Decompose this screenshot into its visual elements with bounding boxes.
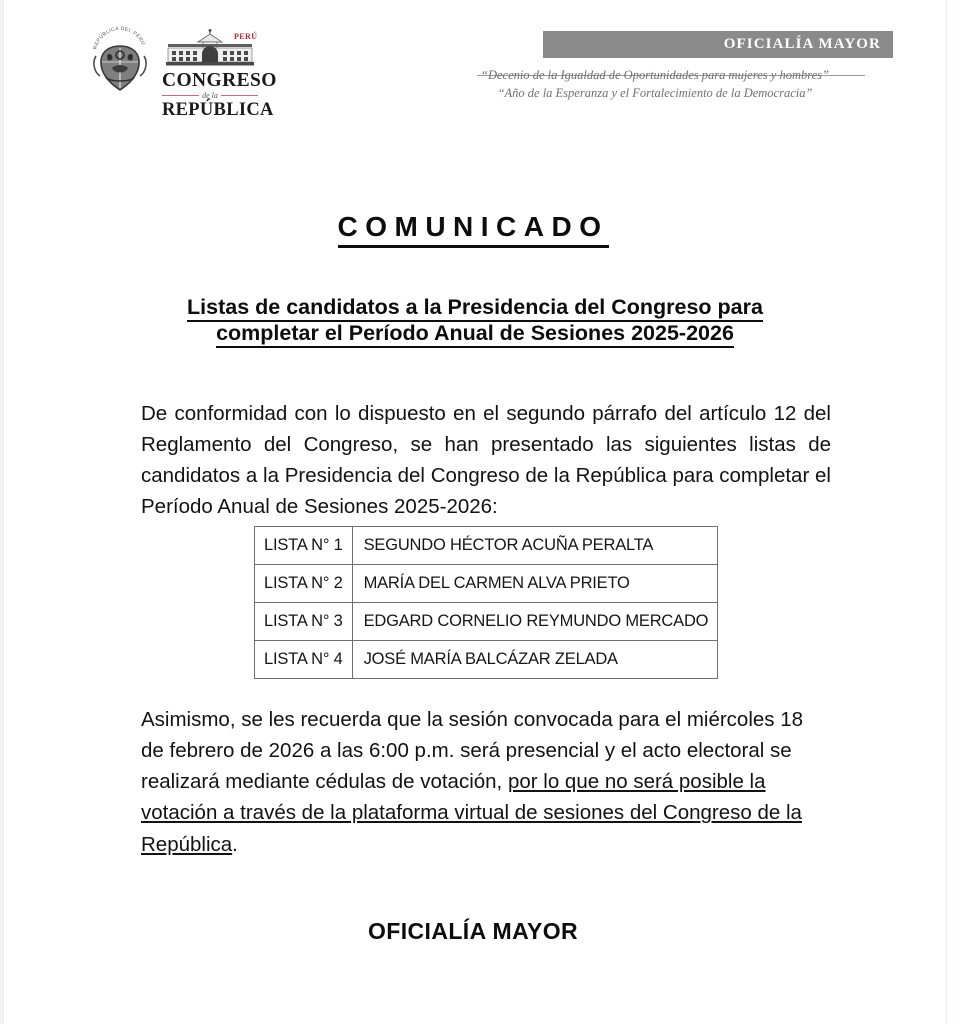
oficialia-mayor-banner — [543, 31, 893, 58]
page-title-text: COMUNICADO — [338, 211, 609, 248]
svg-text:PERÚ: PERÚ — [234, 32, 258, 41]
candidate-name: SEGUNDO HÉCTOR ACUÑA PERALTA — [352, 527, 718, 565]
page-title — [0, 211, 946, 248]
candidate-name: EDGARD CORNELIO REYMUNDO MERCADO — [352, 603, 718, 641]
peru-coat-of-arms-icon — [88, 24, 152, 100]
list-label: LISTA N° 1 — [255, 527, 353, 565]
paragraph-2-underlined-clause: por lo que no será posible la votación a través de la plataforma virtual de sesiones del Congreso de la República — [141, 770, 802, 856]
slogan-line-1: “Decenio de la Igualdad de Oportunidades para mujeres y hombres” — [481, 68, 829, 82]
body-paragraph-2 — [141, 704, 831, 860]
table-row — [255, 565, 718, 603]
congress-logo-line1: CONGRESO — [162, 70, 277, 91]
table-row — [255, 527, 718, 565]
document-header — [0, 0, 946, 130]
candidate-lists-body — [255, 527, 718, 679]
congress-logo — [162, 24, 277, 120]
footer-signature: OFICIALÍA MAYOR — [367, 918, 579, 944]
page-subtitle — [120, 294, 830, 346]
candidate-name: JOSÉ MARÍA BALCÁZAR ZELADA — [352, 641, 718, 679]
list-label: LISTA N° 2 — [255, 565, 353, 603]
svg-text:REPÚBLICA DEL PERÚ: REPÚBLICA DEL PERÚ — [92, 25, 147, 51]
congress-logo-divider — [162, 92, 258, 100]
paragraph-2-plain-end: . — [232, 832, 238, 856]
body-paragraph-1: De conformidad con lo dispuesto en el segundo párrafo del artículo 12 del Reglamento del Congreso, se han presentado las siguientes listas de candidatos a la Presidencia del Congreso de la República para completar el Período Anual de Sesiones 2025-2026: — [141, 402, 831, 519]
candidate-name: MARÍA DEL CARMEN ALVA PRIETO — [352, 565, 718, 603]
congress-logo-line2: de la — [202, 90, 218, 100]
list-label: LISTA N° 4 — [255, 641, 353, 679]
logo-rule-left — [162, 95, 199, 96]
congress-logo-line3: REPÚBLICA — [162, 99, 274, 120]
table-row — [255, 641, 718, 679]
oficialia-mayor-banner-label: OFICIALÍA MAYOR — [723, 36, 881, 52]
page-subtitle-line-1: Listas de candidatos a la Presidencia del Congreso para — [120, 294, 830, 320]
table-row — [255, 603, 718, 641]
congress-building-icon — [162, 28, 258, 70]
page-right-edge — [946, 0, 960, 1024]
page-subtitle-line-2: completar el Período Anual de Sesiones 2025-2026 — [120, 320, 830, 346]
candidate-lists-table — [254, 526, 718, 679]
header-slogans — [455, 66, 855, 102]
paragraph-2-plain-start: Asimismo, se les recuerda que la sesión convocada para el miércoles 18 de febrero de 2026 a las 6:00 p.m. será presencial y el acto electoral se realizará mediante cédulas de votación, — [141, 708, 804, 794]
list-label: LISTA N° 3 — [255, 603, 353, 641]
page-left-edge — [0, 0, 4, 1024]
logo-rule-right — [221, 95, 258, 96]
header-logos — [88, 24, 277, 120]
slogan-line-2: “Año de la Esperanza y el Fortalecimiento de la Democracia” — [497, 86, 813, 101]
document-footer — [0, 918, 946, 945]
